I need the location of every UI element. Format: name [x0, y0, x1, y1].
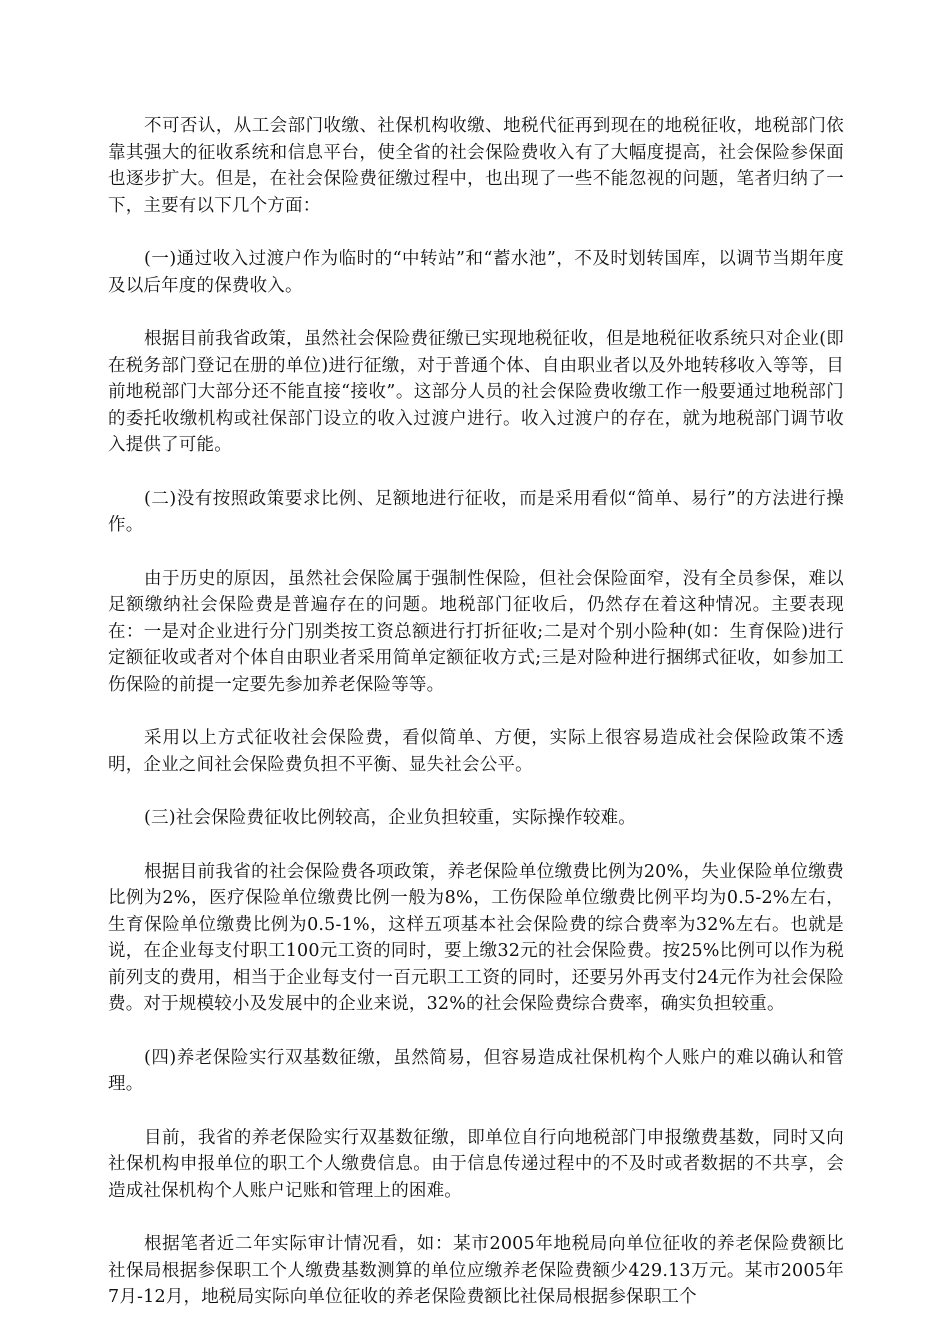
paragraph-issue-3-detail: 根据目前我省的社会保险费各项政策，养老保险单位缴费比例为20%，失业保险单位缴费比例为2%，医疗保险单位缴费比例一般为8%，工伤保险单位缴费比例平均为0.5-2%左右，生育保险单位缴费比例为0.5-1%，这样五项基本社会保险费的综合费率为32%左右。也就是说，在企业每支付职工100元工资的同时，要上缴32元的社会保险费。按25%比例可以作为税前列支的费用，相当于企业每支付一百元职工工资的同时，还要另外再支付24元作为社会保险费。对于规模较小及发展中的企业来说，32%的社会保险费综合费率，确实负担较重。: [108, 861, 844, 1014]
paragraph-issue-4-detail: 目前，我省的养老保险实行双基数征缴，即单位自行向地税部门申报缴费基数，同时又向社保机构申报单位的职工个人缴费信息。由于信息传递过程中的不及时或者数据的不共享，会造成社保机构个人账户记账和管理上的困难。: [108, 1127, 844, 1201]
paragraph-issue-2-conclusion: 采用以上方式征收社会保险费，看似简单、方便，实际上很容易造成社会保险政策不透明，企业之间社会保险费负担不平衡、显失社会公平。: [108, 728, 844, 775]
heading-issue-1: (一)通过收入过渡户作为临时的“中转站”和“蓄水池”，不及时划转国库，以调节当期年度及以后年度的保费收入。: [108, 249, 844, 296]
heading-issue-3: (三)社会保险费征收比例较高，企业负担较重，实际操作较难。: [144, 808, 636, 828]
paragraph-issue-1-detail: 根据目前我省政策，虽然社会保险费征缴已实现地税征收，但是地税征收系统只对企业(即在税务部门登记在册的单位)进行征缴，对于普通个体、自由职业者以及外地转移收入等等，目前地税部门大部分还不能直接“接收”。这部分人员的社会保险费收缴工作一般要通过地税部门的委托收缴机构或社保部门设立的收入过渡户进行。收入过渡户的存在，就为地税部门调节收入提供了可能。: [108, 329, 844, 455]
paragraph-intro: 不可否认，从工会部门收缴、社保机构收缴、地税代征再到现在的地税征收，地税部门依靠其强大的征收系统和信息平台，使全省的社会保险费收入有了大幅度提高，社会保险参保面也逐步扩大。但是，在社会保险费征缴过程中，也出现了一些不能忽视的问题，笔者归纳了一下，主要有以下几个方面：: [108, 116, 844, 216]
paragraph-issue-2-detail: 由于历史的原因，虽然社会保险属于强制性保险，但社会保险面窄，没有全员参保，难以足额缴纳社会保险费是普遍存在的问题。地税部门征收后，仍然存在着这种情况。主要表现在：一是对企业进行分门别类按工资总额进行打折征收;二是对个别小险种(如：生育保险)进行定额征收或者对个体自由职业者采用简单定额征收方式;三是对险种进行捆绑式征收，如参加工伤保险的前提一定要先参加养老保险等等。: [108, 568, 844, 695]
paragraph-audit-findings: 根据笔者近二年实际审计情况看，如：某市2005年地税局向单位征收的养老保险费额比社保局根据参保职工个人缴费基数测算的单位应缴养老保险费额少429.13万元。某市2005年7月-12月，地税局实际向单位征收的养老保险费额比社保局根据参保职工个: [108, 1234, 844, 1307]
heading-issue-4: (四)养老保险实行双基数征缴，虽然简易，但容易造成社保机构个人账户的难以确认和管理。: [108, 1047, 844, 1094]
document-body: [108, 113, 844, 1311]
heading-issue-2: (二)没有按照政策要求比例、足额地进行征收，而是采用看似“简单、易行”的方法进行操作。: [108, 488, 844, 535]
